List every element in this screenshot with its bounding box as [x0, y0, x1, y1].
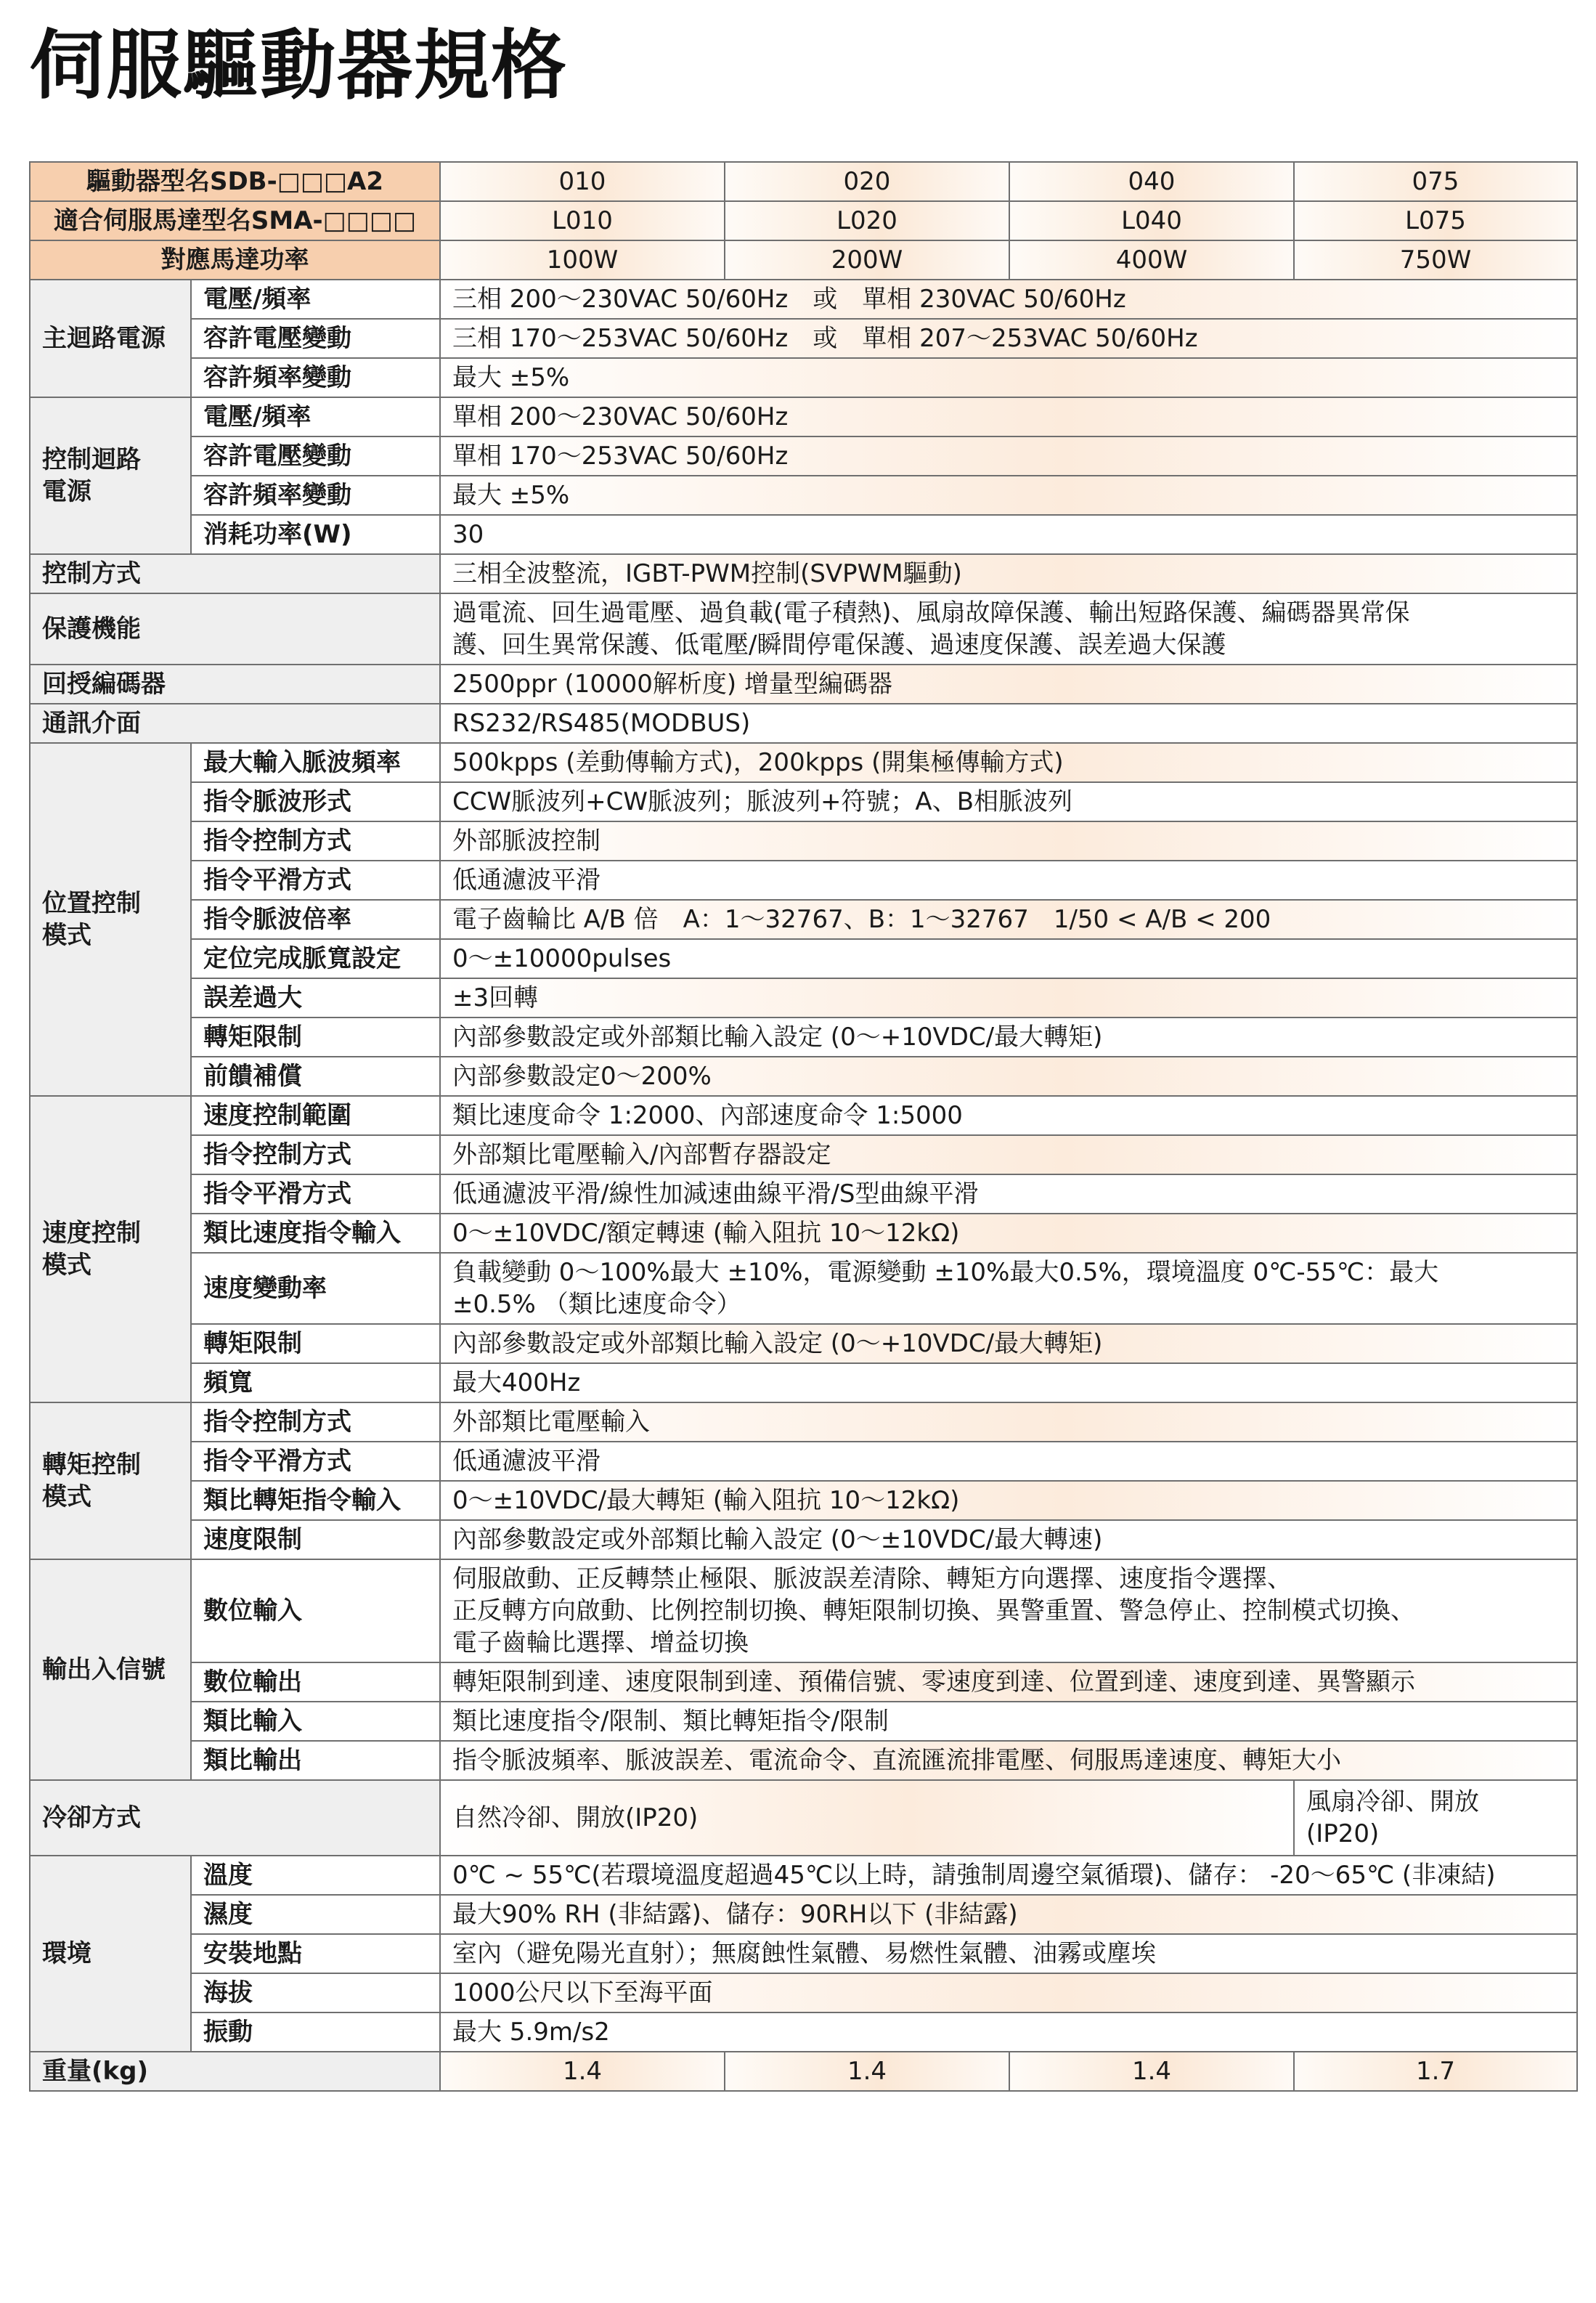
power-cell: 200W	[725, 240, 1009, 280]
group-torque-mode	[30, 1402, 191, 1559]
spec-row	[30, 704, 1577, 743]
spec-row	[30, 2052, 1577, 2091]
spec-label: 轉矩限制	[191, 1018, 440, 1057]
spec-row	[30, 1253, 1577, 1324]
spec-value: ±3回轉	[440, 978, 1577, 1018]
group-speed-mode	[30, 1096, 191, 1402]
spec-value: 外部脈波控制	[440, 821, 1577, 861]
spec-row	[30, 1442, 1577, 1481]
spec-value: 三相 170～253VAC 50/60Hz 或 單相 207～253VAC 50/60Hz	[440, 319, 1577, 358]
spec-value: 0～±10VDC/最大轉矩 (輸入阻抗 10～12kΩ)	[440, 1481, 1577, 1520]
spec-row	[30, 1895, 1577, 1934]
spec-label: 溫度	[191, 1856, 440, 1895]
spec-value: 30	[440, 515, 1577, 554]
weight-cell: 1.7	[1294, 2052, 1577, 2091]
spec-label: 控制方式	[30, 554, 440, 593]
model-label: 驅動器型名SDB-□□□A2	[30, 162, 440, 201]
spec-value: 0～±10VDC/額定轉速 (輸入阻抗 10～12kΩ)	[440, 1214, 1577, 1253]
spec-row	[30, 1481, 1577, 1520]
spec-value: 低通濾波平滑	[440, 1442, 1577, 1481]
spec-label: 類比輸出	[191, 1741, 440, 1780]
spec-label: 指令控制方式	[191, 1135, 440, 1174]
spec-value: 最大 5.9m/s2	[440, 2012, 1577, 2052]
power-label: 對應馬達功率	[30, 240, 440, 280]
spec-value: 內部參數設定或外部類比輸入設定 (0～±10VDC/最大轉速)	[440, 1520, 1577, 1559]
spec-value: 0℃ ~ 55℃(若環境溫度超過45℃以上時，請強制周邊空氣循環)、儲存： -20～65℃ (非凍結)	[440, 1856, 1577, 1895]
group-label-line: 模式	[42, 921, 91, 950]
spec-value: 三相全波整流，IGBT-PWM控制(SVPWM驅動)	[440, 554, 1577, 593]
motor-label: 適合伺服馬達型名SMA-□□□□	[30, 201, 440, 240]
spec-value: 指令脈波頻率、脈波誤差、電流命令、直流匯流排電壓、伺服馬達速度、轉矩大小	[440, 1741, 1577, 1780]
group-label-line: 模式	[42, 1482, 91, 1511]
spec-row	[30, 1741, 1577, 1780]
spec-value	[440, 593, 1577, 665]
spec-row	[30, 1174, 1577, 1214]
value-line: ±0.5% （類比速度命令）	[452, 1290, 741, 1319]
spec-label: 海拔	[191, 1973, 440, 2012]
spec-label: 通訊介面	[30, 704, 440, 743]
weight-cell: 1.4	[440, 2052, 725, 2091]
spec-table	[29, 161, 1578, 2092]
spec-label: 類比輸入	[191, 1702, 440, 1741]
spec-row	[30, 861, 1577, 900]
spec-row	[30, 397, 1577, 436]
spec-row	[30, 1018, 1577, 1057]
model-cell: 075	[1294, 162, 1577, 201]
header-row-motor	[30, 201, 1577, 240]
spec-value: 單相 170～253VAC 50/60Hz	[440, 436, 1577, 476]
spec-value: CCW脈波列+CW脈波列；脈波列+符號；A、B相脈波列	[440, 782, 1577, 821]
spec-row	[30, 554, 1577, 593]
spec-row	[30, 1856, 1577, 1895]
motor-cell: L010	[440, 201, 725, 240]
spec-label: 回授編碼器	[30, 665, 440, 704]
value-line: 過電流、回生過電壓、過負載(電子積熱)、風扇故障保護、輸出短路保護、編碼器異常保	[452, 598, 1410, 627]
spec-value: 0～±10000pulses	[440, 939, 1577, 978]
spec-row	[30, 1402, 1577, 1442]
spec-value	[440, 1559, 1577, 1662]
spec-value	[1294, 1780, 1577, 1856]
spec-row	[30, 900, 1577, 939]
header-row-model	[30, 162, 1577, 201]
spec-label: 消耗功率(W)	[191, 515, 440, 554]
spec-row	[30, 1973, 1577, 2012]
value-line: 護、回生異常保護、低電壓/瞬間停電保護、過速度保護、誤差過大保護	[452, 630, 1226, 659]
value-line: 正反轉方向啟動、比例控制切換、轉矩限制切換、異警重置、警急停止、控制模式切換、	[452, 1596, 1415, 1625]
value-line: 負載變動 0～100%最大 ±10%，電源變動 ±10%最大0.5%，環境溫度 0℃-55℃：最大	[452, 1258, 1439, 1287]
spec-row	[30, 665, 1577, 704]
spec-label: 電壓/頻率	[191, 280, 440, 319]
spec-value: 低通濾波平滑	[440, 861, 1577, 900]
spec-row	[30, 1214, 1577, 1253]
spec-row	[30, 436, 1577, 476]
spec-row	[30, 1324, 1577, 1363]
spec-label: 濕度	[191, 1895, 440, 1934]
spec-value: 最大90% RH (非結露)、儲存：90RH以下 (非結露)	[440, 1895, 1577, 1934]
power-cell: 100W	[440, 240, 725, 280]
spec-label: 指令脈波倍率	[191, 900, 440, 939]
spec-label: 指令控制方式	[191, 1402, 440, 1442]
group-label-line: 位置控制	[42, 889, 141, 918]
spec-row	[30, 743, 1577, 782]
spec-value: 外部類比電壓輸入/內部暫存器設定	[440, 1135, 1577, 1174]
spec-value: 三相 200～230VAC 50/60Hz 或 單相 230VAC 50/60Hz	[440, 280, 1577, 319]
spec-label: 速度限制	[191, 1520, 440, 1559]
spec-row	[30, 821, 1577, 861]
spec-label: 數位輸出	[191, 1662, 440, 1702]
spec-value: 類比速度命令 1:2000、內部速度命令 1:5000	[440, 1096, 1577, 1135]
spec-row	[30, 280, 1577, 319]
group-control-power	[30, 397, 191, 554]
spec-value	[440, 1253, 1577, 1324]
spec-row	[30, 319, 1577, 358]
group-label-line: 轉矩控制	[42, 1450, 141, 1479]
spec-row	[30, 939, 1577, 978]
spec-label: 指令平滑方式	[191, 861, 440, 900]
spec-value: 1000公尺以下至海平面	[440, 1973, 1577, 2012]
spec-row	[30, 1934, 1577, 1973]
spec-label: 指令平滑方式	[191, 1442, 440, 1481]
spec-value: 2500ppr (10000解析度) 增量型編碼器	[440, 665, 1577, 704]
group-main-power: 主迴路電源	[30, 280, 191, 397]
weight-cell: 1.4	[725, 2052, 1009, 2091]
spec-row	[30, 1520, 1577, 1559]
spec-row	[30, 1702, 1577, 1741]
spec-label: 轉矩限制	[191, 1324, 440, 1363]
group-label-line: 電源	[42, 477, 91, 506]
spec-row	[30, 1363, 1577, 1402]
spec-label: 類比轉矩指令輸入	[191, 1481, 440, 1520]
spec-label: 容許頻率變動	[191, 476, 440, 515]
spec-value: 內部參數設定或外部類比輸入設定 (0～+10VDC/最大轉矩)	[440, 1018, 1577, 1057]
spec-label: 定位完成脈寬設定	[191, 939, 440, 978]
spec-label: 類比速度指令輸入	[191, 1214, 440, 1253]
model-cell: 010	[440, 162, 725, 201]
group-label-line: 控制迴路	[42, 445, 141, 474]
spec-value: 單相 200～230VAC 50/60Hz	[440, 397, 1577, 436]
spec-row	[30, 978, 1577, 1018]
spec-row	[30, 1559, 1577, 1662]
spec-row	[30, 2012, 1577, 2052]
spec-row	[30, 1662, 1577, 1702]
spec-value: 外部類比電壓輸入	[440, 1402, 1577, 1442]
spec-value: 電子齒輪比 A/B 倍 A：1～32767、B：1～32767 1/50 < A/B < 200	[440, 900, 1577, 939]
value-line: 風扇冷卻、開放	[1306, 1787, 1479, 1816]
spec-row	[30, 515, 1577, 554]
spec-value: 500kpps (差動傳輸方式)，200kpps (開集極傳輸方式)	[440, 743, 1577, 782]
spec-label: 指令平滑方式	[191, 1174, 440, 1214]
motor-cell: L020	[725, 201, 1009, 240]
group-environment: 環境	[30, 1856, 191, 2052]
spec-label: 安裝地點	[191, 1934, 440, 1973]
model-cell: 040	[1009, 162, 1294, 201]
spec-label: 保護機能	[30, 593, 440, 665]
value-line: 伺服啟動、正反轉禁止極限、脈波誤差清除、轉矩方向選擇、速度指令選擇、	[452, 1564, 1292, 1593]
spec-row	[30, 593, 1577, 665]
spec-label: 容許電壓變動	[191, 436, 440, 476]
power-cell: 400W	[1009, 240, 1294, 280]
spec-label: 最大輸入脈波頻率	[191, 743, 440, 782]
value-line: (IP20)	[1306, 1819, 1380, 1848]
spec-value: 最大400Hz	[440, 1363, 1577, 1402]
weight-cell: 1.4	[1009, 2052, 1294, 2091]
spec-row	[30, 476, 1577, 515]
spec-label: 頻寬	[191, 1363, 440, 1402]
spec-label: 重量(kg)	[30, 2052, 440, 2091]
spec-label: 容許頻率變動	[191, 358, 440, 397]
spec-label: 前饋補償	[191, 1057, 440, 1096]
spec-value: 低通濾波平滑/線性加減速曲線平滑/S型曲線平滑	[440, 1174, 1577, 1214]
group-label-line: 速度控制	[42, 1219, 141, 1248]
spec-label: 指令控制方式	[191, 821, 440, 861]
spec-value: 自然冷卻、開放(IP20)	[440, 1780, 1294, 1856]
spec-row	[30, 782, 1577, 821]
spec-row	[30, 1096, 1577, 1135]
spec-label: 速度控制範圍	[191, 1096, 440, 1135]
spec-value: 內部參數設定0～200%	[440, 1057, 1577, 1096]
model-cell: 020	[725, 162, 1009, 201]
motor-cell: L075	[1294, 201, 1577, 240]
group-io-signals: 輸出入信號	[30, 1559, 191, 1780]
spec-label: 冷卻方式	[30, 1780, 440, 1856]
spec-row	[30, 1057, 1577, 1096]
spec-row	[30, 1780, 1577, 1856]
spec-label: 速度變動率	[191, 1253, 440, 1324]
spec-label: 指令脈波形式	[191, 782, 440, 821]
group-label-line: 模式	[42, 1251, 91, 1280]
spec-value: 室內（避免陽光直射）；無腐蝕性氣體、易燃性氣體、油霧或塵埃	[440, 1934, 1577, 1973]
spec-row	[30, 1135, 1577, 1174]
spec-value: 轉矩限制到達、速度限制到達、預備信號、零速度到達、位置到達、速度到達、異警顯示	[440, 1662, 1577, 1702]
power-cell: 750W	[1294, 240, 1577, 280]
spec-label: 誤差過大	[191, 978, 440, 1018]
spec-value: 類比速度指令/限制、類比轉矩指令/限制	[440, 1702, 1577, 1741]
spec-label: 容許電壓變動	[191, 319, 440, 358]
group-position-mode	[30, 743, 191, 1096]
header-row-power	[30, 240, 1577, 280]
spec-row	[30, 358, 1577, 397]
spec-label: 振動	[191, 2012, 440, 2052]
value-line: 電子齒輪比選擇、增益切換	[452, 1628, 749, 1657]
spec-label: 電壓/頻率	[191, 397, 440, 436]
spec-value: 最大 ±5%	[440, 358, 1577, 397]
spec-label: 數位輸入	[191, 1559, 440, 1662]
spec-value: RS232/RS485(MODBUS)	[440, 704, 1577, 743]
motor-cell: L040	[1009, 201, 1294, 240]
page-title: 伺服驅動器規格	[29, 21, 569, 110]
spec-value: 內部參數設定或外部類比輸入設定 (0～+10VDC/最大轉矩)	[440, 1324, 1577, 1363]
spec-value: 最大 ±5%	[440, 476, 1577, 515]
